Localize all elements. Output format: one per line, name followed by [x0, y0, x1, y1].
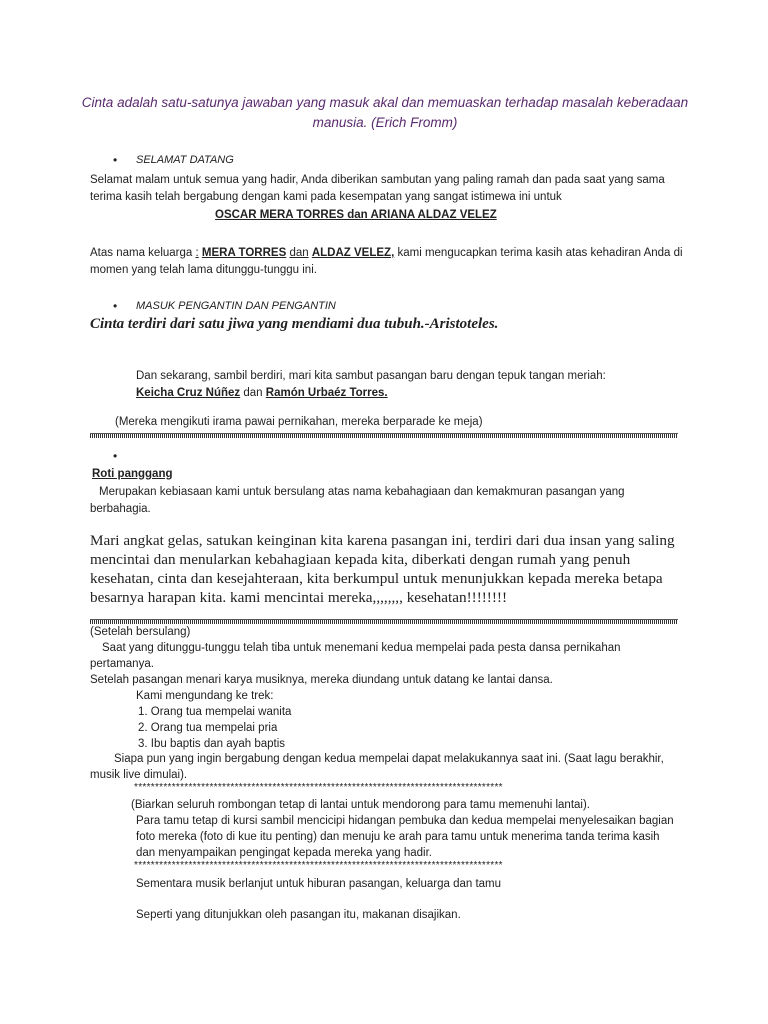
family-suffix: kami mengucapkan terima kasih atas kehadiran Anda di: [397, 247, 683, 259]
star-separator: ****************************************************************************************: [134, 782, 503, 793]
name-1: Keicha Cruz Núñez: [136, 387, 241, 399]
bullet-icon: •: [113, 299, 118, 313]
dance-line-2: pertamanya.: [90, 658, 154, 670]
welcome-line-2: terima kasih telah bergabung dengan kami pada kesempatan yang sangat istimewa ini untuk: [90, 191, 562, 203]
star-separator: ****************************************************************************************: [134, 860, 503, 871]
after-toast: (Setelah bersulang): [90, 626, 191, 638]
section-heading-welcome: SELAMAT DATANG: [136, 154, 234, 166]
entrance-names: [136, 385, 388, 402]
bullet-icon: •: [113, 153, 118, 167]
toast-line-1: Mari angkat gelas, satukan keinginan kita karena pasangan ini, terdiri dari dua insan yang saling: [90, 532, 675, 549]
bullet-icon: •: [113, 449, 118, 463]
join-line-2: musik live dimulai).: [90, 769, 188, 781]
join-line-1: Siapa pun yang ingin bergabung dengan kedua mempelai dapat melakukannya saat ini. (Saat lagu berakhir,: [114, 753, 664, 765]
couple-names: OSCAR MERA TORRES dan ARIANA ALDAZ VELEZ: [215, 209, 497, 221]
invite-item-2: 2. Orang tua mempelai pria: [138, 722, 278, 734]
toast-intro-1: Merupakan kebiasaan kami untuk bersulang atas nama kebahagiaan dan kemakmuran pasangan yang: [99, 486, 625, 498]
floor-note-4: dan menyampaikan pengingat kepada mereka yang hadir.: [136, 847, 433, 859]
toast-line-4: besarnya harapan kita. kami mencintai mereka,,,,,,,, kesehatan!!!!!!!!: [90, 589, 508, 606]
family-name-2: ALDAZ VELEZ,: [311, 247, 395, 259]
invite-item-1: 1. Orang tua mempelai wanita: [138, 706, 292, 718]
entrance-line-1: Dan sekarang, sambil berdiri, mari kita sambut pasangan baru dengan tepuk tangan meriah:: [136, 370, 606, 382]
music-line: Sementara musik berlanjut untuk hiburan pasangan, keluarga dan tamu: [136, 878, 502, 890]
food-line: Seperti yang ditunjukkan oleh pasangan itu, makanan disajikan.: [136, 909, 461, 921]
toast-intro-2: berbahagia.: [90, 503, 151, 515]
dance-line-3: Setelah pasangan menari karya musiknya, mereka diundang untuk datang ke lantai dansa.: [90, 674, 553, 686]
invite-heading: Kami mengundang ke trek:: [136, 690, 274, 702]
family-colon: :: [195, 247, 199, 259]
family-prefix: Atas nama keluarga: [90, 247, 193, 259]
section-heading-toast: Roti panggang: [92, 468, 173, 480]
name-and: dan: [243, 387, 263, 399]
family-line-1: [90, 245, 683, 262]
toast-line-3: kesehatan, cinta dan kesejahteraan, kita berkumpul untuk menunjukkan kepada mereka betapa: [90, 570, 663, 587]
family-line-2: momen yang telah lama ditunggu-tunggu ini.: [90, 264, 317, 276]
entrance-note: (Mereka mengikuti irama pawai pernikahan, mereka berparade ke meja): [115, 416, 483, 428]
family-and: dan: [289, 247, 309, 259]
dance-line-1: Saat yang ditunggu-tunggu telah tiba untuk menemani kedua mempelai pada pesta dansa pernikahan: [102, 642, 621, 654]
toast-text: [90, 531, 675, 607]
floor-note-3: foto mereka (foto di kue itu penting) dan menuju ke arah para tamu untuk menerima tanda terima kasih: [136, 831, 660, 843]
aristotle-quote: Cinta terdiri dari satu jiwa yang mendiami dua tubuh.-Aristoteles.: [90, 316, 499, 332]
name-2: Ramón Urbaéz Torres.: [265, 387, 388, 399]
invite-item-3: 3. Ibu baptis dan ayah baptis: [138, 738, 286, 750]
welcome-line-1: Selamat malam untuk semua yang hadir, Anda diberikan sambutan yang paling ramah dan pada saat yang sama: [90, 174, 665, 186]
dotted-separator: [90, 433, 678, 438]
opening-quote: Cinta adalah satu-satunya jawaban yang masuk akal dan memuaskan terhadap masalah keberadaan manusia. (Erich Fromm): [81, 95, 689, 130]
section-heading-entrance: MASUK PENGANTIN DAN PENGANTIN: [136, 300, 336, 312]
toast-line-2: mencintai dan menularkan kebahagiaan kepada kita, diberkati dengan rumah yang penuh: [90, 551, 631, 568]
floor-note-1: (Biarkan seluruh rombongan tetap di lantai untuk mendorong para tamu memenuhi lantai).: [131, 799, 590, 811]
floor-note-2: Para tamu tetap di kursi sambil mencicipi hidangan pembuka dan kedua mempelai menyelesaikan bagian: [136, 815, 674, 827]
family-name-1: MERA TORRES: [201, 247, 287, 259]
